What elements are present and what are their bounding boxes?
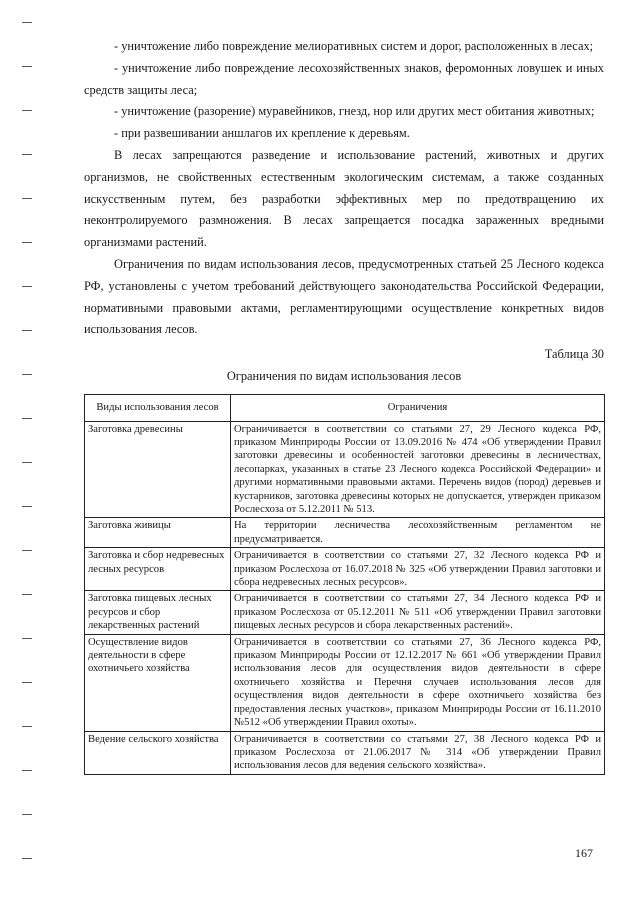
margin-mark [22, 286, 32, 287]
restriction-cell: На территории лесничества лесохозяйственным регламентом не предусматривается. [231, 518, 605, 548]
margin-mark [22, 770, 32, 771]
margin-mark [22, 66, 32, 67]
margin-mark [22, 242, 32, 243]
margin-mark [22, 154, 32, 155]
use-type-cell: Заготовка живицы [85, 518, 231, 548]
margin-mark [22, 462, 32, 463]
paragraph-signboards: - при развешивании аншлагов их крепление к деревьям. [114, 126, 410, 141]
table-title: Ограничения по видам использования лесов [226, 369, 462, 384]
page-number: 167 [575, 846, 593, 860]
paragraph-restrictions: Ограничения по видам использования лесов, предусмотренных статьей 25 Лесного кодекса РФ, установлены с учетом требований действующего законодательства Российской Федерации, нормативными правовыми актами, регламентирующими осуществление конкретных видов использования лесов. [84, 256, 604, 337]
header-restrictions: Ограничения [231, 395, 605, 421]
header-use-type: Виды использования лесов [85, 395, 231, 421]
margin-mark [22, 594, 32, 595]
table-header-row [85, 395, 605, 421]
margin-mark [22, 726, 32, 727]
restriction-cell: Ограничивается в соответствии со статьями 27, 36 Лесного кодекса РФ, приказом Минприроды России от 12.12.2017 № 661 «Об утверждении Правил использования лесов для осуществления видов деятельности в сфере охотничьего хозяйства и Перечня случаев использования лесов для осуществления видов деятельности в сфере охотничьего хозяйства без предоставления лесных участков», приказом Минприроды России от 16.11.2010 №512 «Об утверждении Правил охоты». [231, 634, 605, 731]
margin-mark [22, 682, 32, 683]
paragraph-organisms: В лесах запрещаются разведение и использование растений, животных и других организмов, не свойственных естественным экологическим системам, а также созданных искусственным путем, без разработки эффективных мер по предотвращению их неконтролируемого размножения. В лесах запрещается посадка зараженных вредными организмами растений. [84, 147, 604, 250]
margin-mark [22, 374, 32, 375]
table-row [85, 591, 605, 634]
restriction-cell: Ограничивается в соответствии со статьями 27, 34 Лесного кодекса РФ и приказом Рослесхоза от 05.12.2011 № 511 «Об утверждении Правил заготовки пищевых лесных ресурсов и сбора лекарственных растений». [231, 591, 605, 634]
table-row [85, 421, 605, 518]
margin-mark [22, 550, 32, 551]
use-type-cell: Заготовка древесины [85, 421, 231, 518]
restriction-cell: Ограничивается в соответствии со статьями 27, 38 Лесного кодекса РФ и приказом Рослесхоза от 21.06.2017 № 314 «Об утверждении Правил использования лесов для ведения сельского хозяйства». [231, 731, 605, 774]
restriction-cell: Ограничивается в соответствии со статьями 27, 32 Лесного кодекса РФ и приказом Рослесхоза от 16.07.2018 № 325 «Об утверждении Правил заготовки и сбора недревесных лесных ресурсов». [231, 548, 605, 591]
margin-mark [22, 814, 32, 815]
restriction-cell: Ограничивается в соответствии со статьями 27, 29 Лесного кодекса РФ, приказом Минприроды России от 13.09.2016 № 474 «Об утверждении Правил заготовки древесины и особенностей заготовки древесины в лесничествах, лесопарках, указанных в статье 23 Лесного кодекса Российской Федерации» и другими нормативными правовыми актами. Перечень видов (пород) деревьев и кустарников, заготовка древесины которых не допускается, утвержден приказом Рослесхоза от 5.12.2011 № 513. [231, 421, 605, 518]
margin-marks [0, 0, 30, 905]
margin-mark [22, 22, 32, 23]
use-type-cell: Осуществление видов деятельности в сфере охотничьего хозяйства [85, 634, 231, 731]
table-row [85, 518, 605, 548]
margin-mark [22, 330, 32, 331]
paragraph-melioration: - уничтожение либо повреждение мелиоративных систем и дорог, расположенных в лесах; [114, 39, 594, 53]
document-page [84, 36, 604, 775]
table-row [85, 731, 605, 774]
use-type-cell: Ведение сельского хозяйства [85, 731, 231, 774]
margin-mark [22, 418, 32, 419]
margin-mark [22, 198, 32, 199]
paragraph-anthills: - уничтожение (разорение) муравейников, гнезд, нор или других мест обитания животных; [114, 104, 595, 119]
margin-mark [22, 506, 32, 507]
table-row [85, 634, 605, 731]
margin-mark [22, 638, 32, 639]
table-number: Таблица 30 [544, 347, 604, 362]
margin-mark [22, 858, 32, 859]
table-row [85, 548, 605, 591]
margin-mark [22, 110, 32, 111]
paragraph-forestry-signs: - уничтожение либо повреждение лесохозяйственных знаков, феромонных ловушек и иных средств защиты леса; [84, 60, 604, 97]
use-type-cell: Заготовка и сбор недревесных лесных ресурсов [85, 548, 231, 591]
use-type-cell: Заготовка пищевых лесных ресурсов и сбор лекарственных растений [85, 591, 231, 634]
restrictions-table [84, 394, 605, 775]
